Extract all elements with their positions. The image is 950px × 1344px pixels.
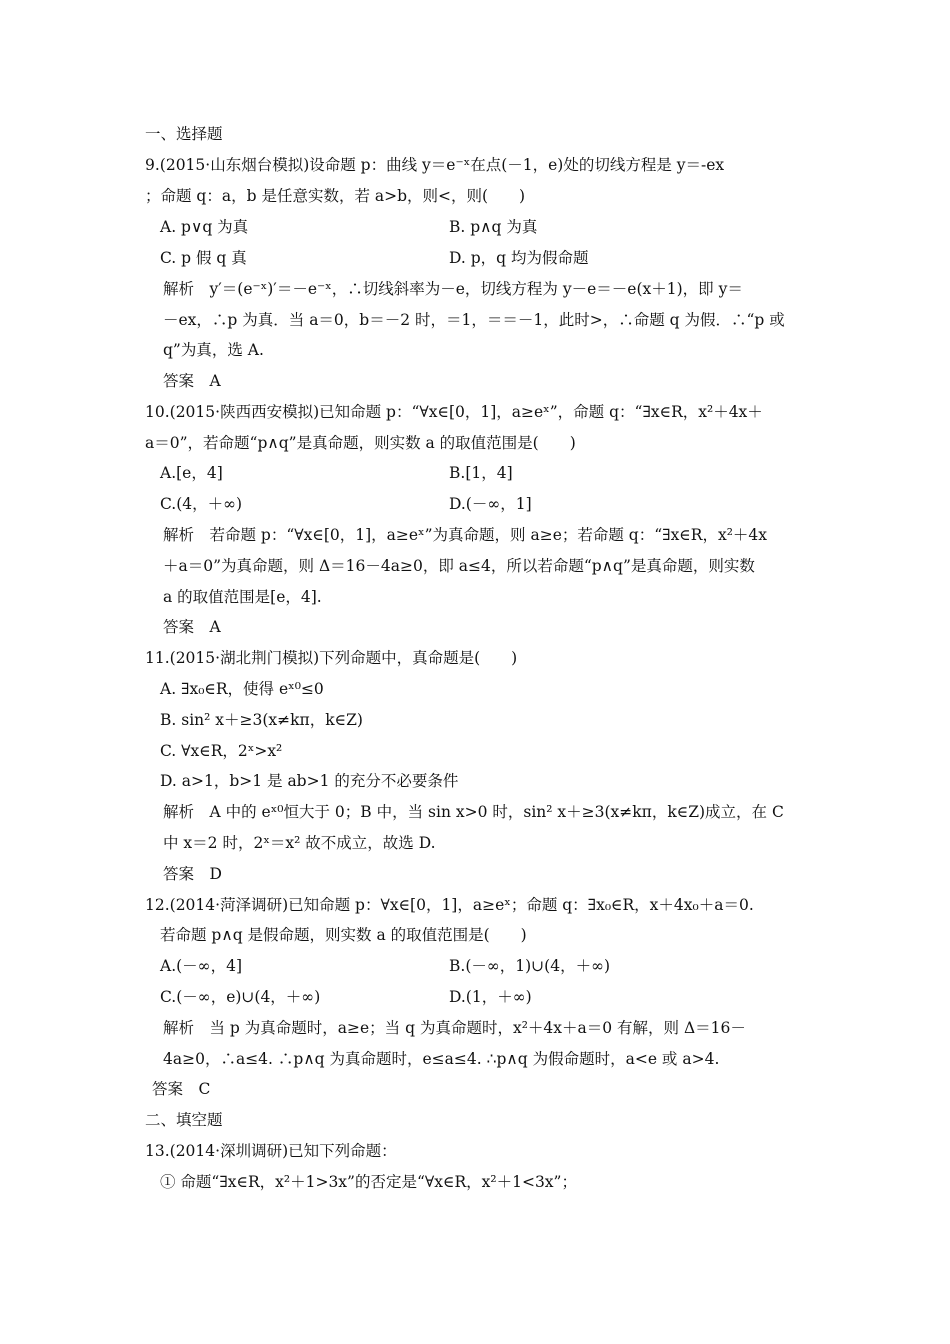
q10-stem-line2: a＝0”，若命题“p∧q”是真命题，则实数 a 的取值范围是( ) [145,434,576,452]
section-heading-fill-in: 二、填空题 [145,1111,223,1129]
q12-explanation-line1: 解析 当 p 为真命题时，a≥e；当 q 为真命题时，x²＋4x＋a＝0 有解，则 Δ＝16－ [163,1019,746,1037]
q12-answer: 答案 C [152,1080,211,1098]
q13-item-1: ① 命题“∃x∈R，x²＋1>3x”的否定是“∀x∈R，x²＋1<3x”； [160,1173,577,1191]
q12-option-d: D.(1，＋∞) [449,988,532,1006]
q11-option-c: C. ∀x∈R，2ˣ>x² [160,742,283,760]
q11-stem-line1: 11.(2015·湖北荆门模拟)下列命题中，真命题是( ) [145,649,518,667]
q11-option-a: A. ∃x₀∈R，使得 eˣ⁰≤0 [160,680,324,698]
q10-answer: 答案 A [163,618,221,636]
q9-explanation-line1: 解析 y′＝(e⁻ˣ)′＝－e⁻ˣ，∴切线斜率为－e，切线方程为 y－e＝－e(x＋1)，即 y＝ [163,280,743,298]
q12-option-c: C.(－∞，e)∪(4，＋∞) [160,988,321,1006]
q10-explanation-line2: ＋a＝0”为真命题，则 Δ＝16－4a≥0，即 a≤4，所以若命题“p∧q”是真命题，则实数 [163,557,755,575]
section-heading-choice: 一、选择题 [145,125,223,143]
q10-explanation-line1: 解析 若命题 p：“∀x∈[0，1]，a≥eˣ”为真命题，则 a≥e；若命题 q：“∃x∈R，x²＋4x [163,526,768,544]
q9-stem-line2: ；命题 q：a，b 是任意实数，若 a>b，则<，则( ) [145,187,526,205]
q10-stem-line1: 10.(2015·陕西西安模拟)已知命题 p：“∀x∈[0，1]，a≥eˣ”，命题 q：“∃x∈R，x²＋4x＋ [145,403,763,421]
q10-option-b: B.[1，4] [449,464,513,482]
q10-option-c: C.(4，＋∞) [160,495,243,513]
q10-explanation-line3: a 的取值范围是[e，4]. [163,588,322,606]
q9-option-a: A. p∨q 为真 [160,218,249,236]
q12-option-b: B.(－∞，1)∪(4，＋∞) [449,957,611,975]
q11-explanation-line2: 中 x＝2 时，2ˣ＝x² 故不成立，故选 D. [163,834,436,852]
q12-stem-line1: 12.(2014·菏泽调研)已知命题 p：∀x∈[0，1]，a≥eˣ；命题 q：∃x₀∈R，x＋4x₀＋a＝0. [145,896,754,914]
q11-explanation-line1: 解析 A 中的 eˣ⁰恒大于 0；B 中，当 sin x>0 时，sin² x＋≥3(x≠kπ，k∈Z)成立，在 C [163,803,784,821]
q11-answer: 答案 D [163,865,222,883]
q11-option-d: D. a>1，b>1 是 ab>1 的充分不必要条件 [160,772,459,790]
q12-option-a: A.(－∞，4] [160,957,242,975]
q9-option-b: B. p∧q 为真 [449,218,538,236]
q9-stem-line1: 9.(2015·山东烟台模拟)设命题 p：曲线 y＝e⁻ˣ在点(－1，e)处的切线方程是 y＝-ex [145,156,725,174]
q9-option-d: D. p，q 均为假命题 [449,249,589,267]
q11-option-b: B. sin² x＋≥3(x≠kπ，k∈Z) [160,711,363,729]
q12-explanation-line2: 4a≥0，∴a≤4. ∴p∧q 为真命题时，e≤a≤4. ∴p∧q 为假命题时，a<e 或 a>4. [163,1050,720,1068]
q9-option-c: C. p 假 q 真 [160,249,247,267]
q12-stem-line2: 若命题 p∧q 是假命题，则实数 a 的取值范围是( ) [160,926,527,944]
q10-option-a: A.[e，4] [160,464,223,482]
q9-explanation-line3: q”为真，选 A. [163,341,264,359]
q13-stem-line1: 13.(2014·深圳调研)已知下列命题： [145,1142,397,1160]
q10-option-d: D.(－∞，1] [449,495,532,513]
q9-explanation-line2: －ex，∴p 为真．当 a＝0，b＝－2 时，＝1，＝＝－1，此时>，∴命题 q 为假．∴“p 或 [163,311,785,329]
q9-answer: 答案 A [163,372,221,390]
